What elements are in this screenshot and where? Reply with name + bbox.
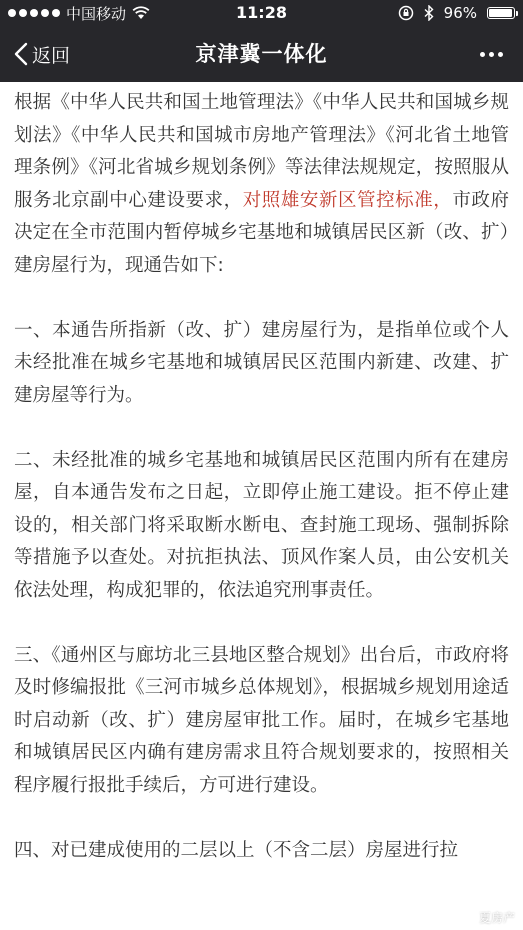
carrier-label: 中国移动 xyxy=(66,4,127,23)
article-paragraph-2: 二、未经批准的城乡宅基地和城镇居民区范围内所有在建房屋，自本通告发布之日起，立即停止施工建设。拒不停止建设的，相关部门将采取断水断电、查封施工现场、强制拆除等措施予以查处。对抗拒执法、顶风作案人员，由公安机关依法处理，构成犯罪的，依法追究刑事责任。 xyxy=(14,449,509,601)
battery-icon xyxy=(487,7,515,19)
back-label: 返回 xyxy=(32,44,71,67)
status-time: 11:28 xyxy=(236,3,287,22)
battery-level xyxy=(489,9,512,17)
intro-text-end: 市政府决定在全市范围内暂停城乡宅基地和城镇居民区新（改、扩）建房屋行为，现通告如下: xyxy=(14,189,509,276)
more-dot-icon xyxy=(489,52,494,57)
status-right xyxy=(398,0,515,26)
article-paragraph-intro xyxy=(14,87,509,282)
more-dot-icon xyxy=(480,52,485,57)
article-paragraph-3: 三、《通州区与廊坊北三县地区整合规划》出台后，市政府将及时修编报批《三河市城乡总体规划》，根据城乡规划用途适时启动新（改、扩）建房屋审批工作。届时，在城乡宅基地和城镇居民区内确有建房需求且符合规划要求的，按照相关程序履行报批手续后，方可进行建设。 xyxy=(14,644,509,796)
intro-text-start: 根据《中华人民共和国土地管理法》《中华人民共和国城乡规划法》《中华人民共和国城市房地产管理法》《河北省土地管理条例》《河北省城乡规划条例》等法律法规规定，按照服从服务北京副中心建设要求， xyxy=(14,92,509,211)
page-title: 京津冀一体化 xyxy=(195,42,328,66)
more-dot-icon xyxy=(498,52,503,57)
bluetooth-icon xyxy=(424,5,434,21)
status-bar xyxy=(0,0,523,26)
article-body xyxy=(0,82,523,900)
article-paragraph-4: 四、对已建成使用的二层以上（不含二层）房屋进行拉 xyxy=(14,839,459,861)
watermark-text: 夏房产 xyxy=(478,911,515,925)
rotation-lock-icon xyxy=(398,5,414,21)
watermark xyxy=(455,909,515,926)
highlighted-text: 对照雄安新区管控标准， xyxy=(242,189,453,211)
wechat-icon xyxy=(455,910,475,926)
article-paragraph-1: 一、本通告所指新（改、扩）建房屋行为，是指单位或个人未经批准在城乡宅基地和城镇居民区范围内新建、改建、扩建房屋等行为。 xyxy=(14,319,509,406)
nav-bar xyxy=(0,26,523,82)
more-options-button[interactable] xyxy=(480,26,503,82)
battery-percent: 96% xyxy=(443,4,477,22)
